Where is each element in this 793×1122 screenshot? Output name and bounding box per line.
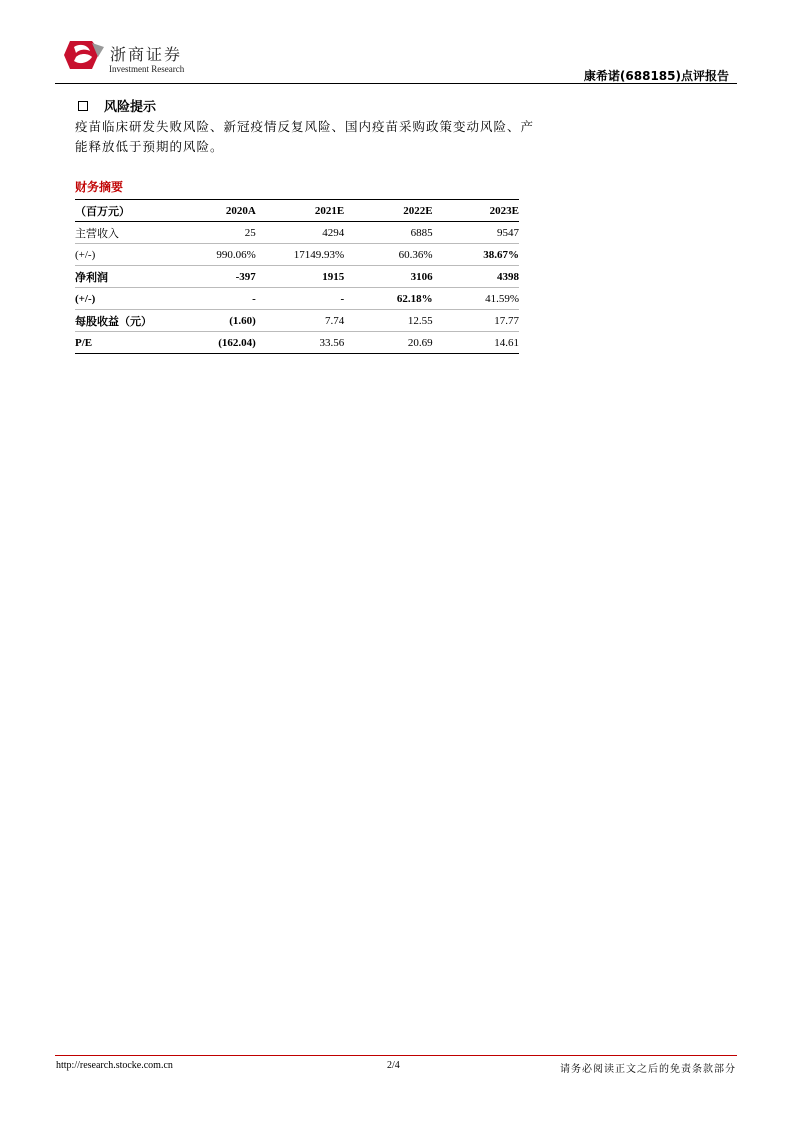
header-cell: 2023E xyxy=(489,204,519,217)
table-row xyxy=(75,266,519,288)
table-row xyxy=(75,310,519,332)
header-cell: 2021E xyxy=(314,204,345,217)
header-cell: 2020A xyxy=(225,204,256,217)
logo-chinese-name: 浙商证券 xyxy=(110,45,183,64)
table-cell: - xyxy=(340,292,345,305)
table-cell: 990.06% xyxy=(216,248,256,261)
table-cell: 7.74 xyxy=(324,314,345,327)
table-cell: 4398 xyxy=(497,270,519,283)
disclaimer-note: 请务必阅读正文之后的免责条款部分 xyxy=(560,1064,736,1075)
logo-english-name: Investment Research xyxy=(109,64,185,74)
table-cell: 17149.93% xyxy=(293,248,345,261)
table-cell: 3106 xyxy=(410,270,433,283)
table-header-row xyxy=(75,200,519,222)
row-label: 主营收入 xyxy=(75,227,119,240)
table-cell: 1915 xyxy=(322,270,345,283)
report-title: 康希诺(688185)点评报告 xyxy=(583,69,729,83)
row-label: 净利润 xyxy=(75,271,108,284)
row-label: (+/-) xyxy=(75,292,96,305)
table-cell: (1.60) xyxy=(229,314,256,327)
table-cell: 62.18% xyxy=(396,292,433,305)
company-logo-icon xyxy=(62,37,106,73)
table-cell: 41.59% xyxy=(485,292,519,305)
table-cell: 6885 xyxy=(410,226,433,239)
header-cell: （百万元） xyxy=(75,205,130,218)
table-cell: 25 xyxy=(244,226,256,239)
table-row xyxy=(75,288,519,310)
header-divider xyxy=(55,83,737,84)
risk-heading-text: 风险提示 xyxy=(104,100,157,115)
square-bullet-icon xyxy=(78,101,88,111)
table-row xyxy=(75,244,519,266)
table-cell: 4294 xyxy=(322,226,345,239)
table-cell: 17.77 xyxy=(494,314,519,327)
table-cell: 14.61 xyxy=(494,336,519,349)
table-cell: 33.56 xyxy=(319,336,345,349)
footer-url[interactable]: http://research.stocke.com.cn xyxy=(56,1060,173,1071)
footer-divider xyxy=(55,1055,737,1056)
table-cell: 12.55 xyxy=(407,314,433,327)
row-label: 每股收益（元） xyxy=(75,315,152,328)
row-label: (+/-) xyxy=(75,248,96,261)
table-cell: 60.36% xyxy=(398,248,433,261)
risk-heading xyxy=(78,96,156,115)
table-cell: 9547 xyxy=(497,226,519,239)
financial-summary-table xyxy=(75,199,519,354)
table-cell: 38.67% xyxy=(483,248,519,261)
table-cell: 20.69 xyxy=(407,336,433,349)
table-cell: -397 xyxy=(235,270,256,283)
row-label: P/E xyxy=(75,336,93,349)
header-cell: 2022E xyxy=(403,204,433,217)
financial-summary-title: 财务摘要 xyxy=(75,180,124,194)
table-cell: - xyxy=(252,292,256,305)
table-row xyxy=(75,332,519,354)
table-cell: (162.04) xyxy=(218,336,256,349)
table-row xyxy=(75,222,519,244)
page-number: 2/4 xyxy=(387,1060,400,1071)
risk-paragraph: 疫苗临床研发失败风险、新冠疫情反复风险、国内疫苗采购政策变动风险、产能释放低于预期的风险。 xyxy=(75,119,535,154)
